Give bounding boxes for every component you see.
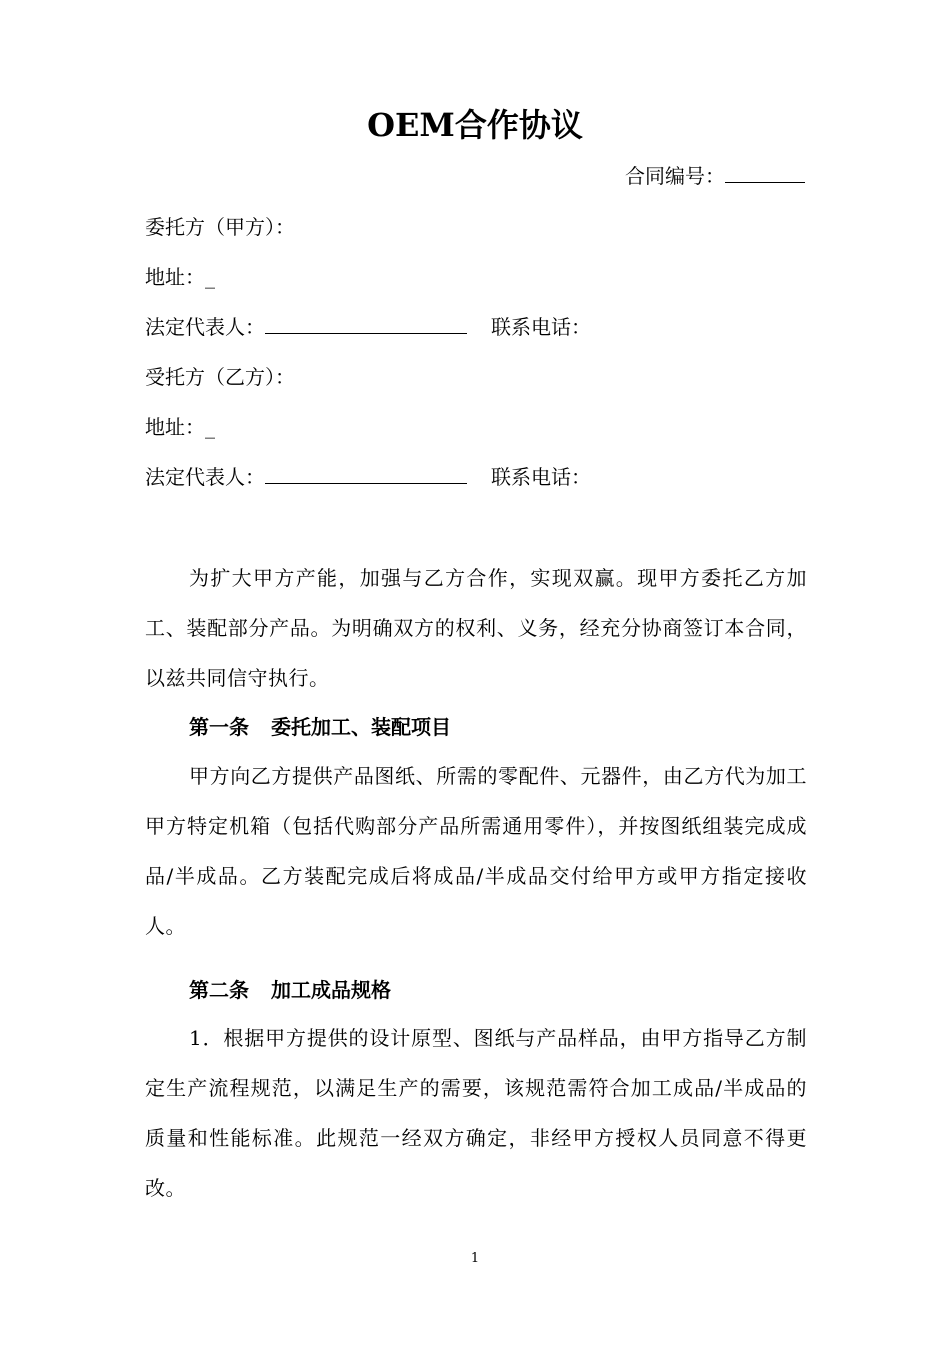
party-b-rep-label: 法定代表人： — [145, 465, 265, 489]
contract-number — [625, 162, 805, 190]
party-a-label: 委托方（甲方）： — [145, 215, 295, 239]
party-a-representative — [145, 313, 591, 341]
party-b-rep-blank — [265, 465, 467, 484]
article-2-title: 加工成品规格 — [271, 978, 391, 1002]
party-b-phone-label: 联系电话： — [491, 465, 591, 489]
contract-number-label: 合同编号： — [625, 164, 725, 188]
article-2-item-1: 1．根据甲方提供的设计原型、图纸与产品样品，由甲方指导乙方制定生产流程规范，以满足生产的需要，该规范需符合加工成品/半成品的质量和性能标准。此规范一经双方确定，非经甲方授权人员同意不得更改。 — [145, 1026, 807, 1200]
article-1-number: 第一条 — [189, 715, 249, 739]
article-1-body: 甲方向乙方提供产品图纸、所需的零配件、元器件，由乙方代为加工甲方特定机箱（包括代购部分产品所需通用零件），并按图纸组装完成成品/半成品。乙方装配完成后将成品/半成品交付给甲方或甲方指定接收人。 — [145, 764, 807, 938]
contract-number-blank — [725, 164, 805, 183]
party-b-representative — [145, 463, 591, 491]
article-2-number: 第二条 — [189, 978, 249, 1002]
party-b-address: 地址：_ — [145, 415, 215, 439]
party-a-rep-blank — [265, 315, 467, 334]
page-number: 1 — [470, 1251, 480, 1266]
article-1-heading — [189, 713, 451, 741]
party-b-label: 受托方（乙方）： — [145, 365, 295, 389]
intro-paragraph: 为扩大甲方产能，加强与乙方合作，实现双赢。现甲方委托乙方加工、装配部分产品。为明确双方的权利、义务，经充分协商签订本合同，以兹共同信守执行。 — [145, 566, 807, 690]
party-a-rep-label: 法定代表人： — [145, 315, 265, 339]
article-1-title: 委托加工、装配项目 — [271, 715, 451, 739]
party-a-phone-label: 联系电话： — [491, 315, 591, 339]
article-2-heading — [189, 976, 391, 1004]
document-title: OEM合作协议 — [367, 106, 583, 144]
party-a-address: 地址：_ — [145, 265, 215, 289]
